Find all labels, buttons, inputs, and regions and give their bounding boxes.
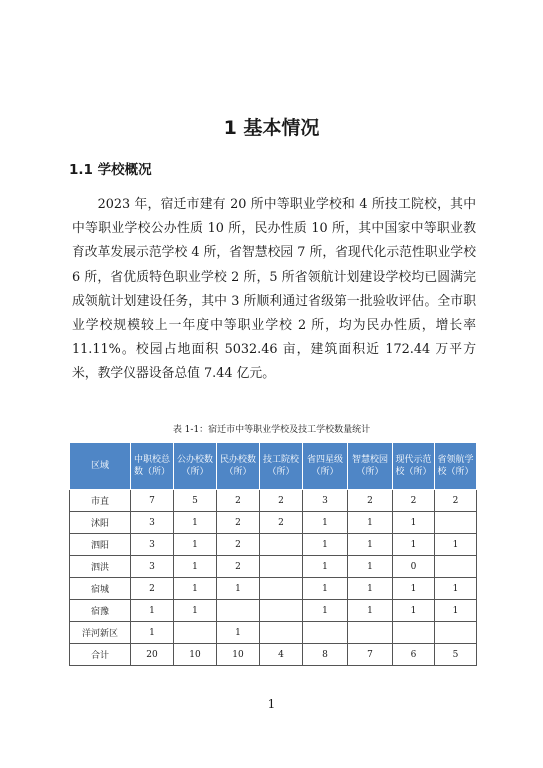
table-cell: 5 [435,644,477,666]
table-cell [435,512,477,534]
table-cell: 3 [131,534,174,556]
section-title: 1.1 学校概况 [69,162,152,178]
table-cell: 1 [393,600,435,622]
table-cell: 2 [348,490,393,512]
header-cell: 公办校数（所） [174,443,217,490]
table-cell: 1 [435,600,477,622]
header-row [70,443,477,490]
table-body [70,490,477,666]
header-cell: 智慧校园（所） [348,443,393,490]
table-cell [217,600,260,622]
region-cell: 宿城 [70,578,131,600]
table-cell: 1 [348,578,393,600]
table-cell: 1 [303,600,348,622]
table-cell: 10 [174,644,217,666]
region-cell: 泗洪 [70,556,131,578]
table-cell: 5 [174,490,217,512]
header-cell: 中职校总数（所） [131,443,174,490]
region-cell: 合计 [70,644,131,666]
table-row [70,578,477,600]
table-row [70,644,477,666]
table-cell: 3 [131,556,174,578]
chapter-title: 1 基本情况 [223,117,320,139]
table-cell: 1 [303,512,348,534]
table-caption: 表 1-1：宿迁市中等职业学校及技工学校数量统计 [172,425,371,435]
region-cell: 洋河新区 [70,622,131,644]
header-cell: 区域 [70,443,131,490]
table-cell: 1 [303,534,348,556]
table-row [70,490,477,512]
page-number: 1 [267,697,276,711]
body-paragraph: 2023 年，宿迁市建有 20 所中等职业学校和 4 所技工院校，其中中等职业学校公办性质 10 所，民办性质 10 所，其中国家中等职业教育改革发展示范学校 4 所，省智慧校园 7 所，省现代化示范性职业学校 6 所，省优质特色职业学校 2 所，5 所省领航计划建设学校均已圆满完成领航计划建设任务，其中 3 所顺利通过省级第一批验收评估。全市职业学校规模较上一年度中等职业学校 2 所，均为民办性质，增长率 11.11%。校园占地面积 5032.46 亩，建筑面积近 172.44 万平方米，教学仪器设备总值 7.44 亿元。 [72,197,476,382]
header-cell: 现代示范校（所） [393,443,435,490]
region-cell: 市直 [70,490,131,512]
table-cell: 20 [131,644,174,666]
header-cell: 省四星级（所） [303,443,348,490]
table-cell: 1 [174,556,217,578]
table-cell: 2 [217,490,260,512]
table-cell: 1 [217,622,260,644]
school-statistics-table [69,442,477,666]
table-header [70,443,477,490]
table-cell: 1 [303,556,348,578]
table-cell: 1 [131,600,174,622]
table-cell: 1 [348,534,393,556]
table-cell: 2 [131,578,174,600]
table-cell: 1 [435,578,477,600]
table-cell: 1 [393,512,435,534]
table-cell: 2 [260,490,303,512]
table-cell: 0 [393,556,435,578]
table-cell: 3 [303,490,348,512]
table-cell: 7 [131,490,174,512]
header-cell: 技工院校（所） [260,443,303,490]
header-cell: 省领航学校（所） [435,443,477,490]
table-cell: 10 [217,644,260,666]
table-cell [260,622,303,644]
table-cell [174,622,217,644]
table-cell [260,556,303,578]
table-cell: 1 [393,534,435,556]
table-cell [435,622,477,644]
table-cell: 2 [393,490,435,512]
table-row [70,512,477,534]
table-cell: 1 [435,534,477,556]
table-cell: 2 [435,490,477,512]
table-cell [260,578,303,600]
table-cell [348,622,393,644]
table-cell [260,534,303,556]
table-cell: 4 [260,644,303,666]
table-cell: 2 [217,556,260,578]
region-cell: 泗阳 [70,534,131,556]
table-cell: 7 [348,644,393,666]
table-cell: 1 [303,578,348,600]
table-cell: 3 [131,512,174,534]
table-cell: 1 [348,512,393,534]
table-cell [435,556,477,578]
table-row [70,556,477,578]
table-cell: 1 [131,622,174,644]
table-cell: 1 [217,578,260,600]
table-cell: 2 [217,512,260,534]
region-cell: 宿豫 [70,600,131,622]
table-cell: 1 [348,600,393,622]
table-cell: 1 [393,578,435,600]
table-cell: 6 [393,644,435,666]
table-cell: 1 [174,534,217,556]
table-cell: 1 [348,556,393,578]
region-cell: 沭阳 [70,512,131,534]
table-cell [393,622,435,644]
table-cell: 2 [217,534,260,556]
header-cell: 民办校数（所） [217,443,260,490]
table-row [70,600,477,622]
table-cell [303,622,348,644]
table-cell: 1 [174,600,217,622]
table-cell: 8 [303,644,348,666]
table-cell: 2 [260,512,303,534]
table-cell: 1 [174,578,217,600]
table-row [70,534,477,556]
table-cell: 1 [174,512,217,534]
table-cell [260,600,303,622]
table-row [70,622,477,644]
